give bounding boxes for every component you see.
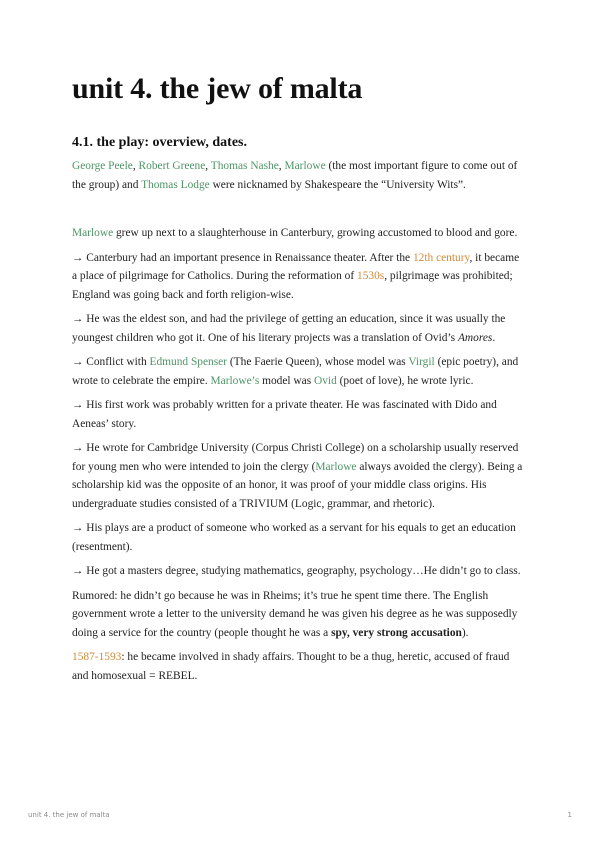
paragraph-university-wits: George Peele, Robert Greene, Thomas Nashe, Marlowe (the most important figure to come out of the group) and Thomas Lodge were nicknamed by Shakespeare the “University Wits”. xyxy=(72,160,518,191)
date-12th-century: 12th century xyxy=(412,251,470,264)
link-ovid[interactable]: Ovid xyxy=(313,374,337,387)
link-thomas-lodge[interactable]: Thomas Lodge xyxy=(141,178,210,191)
paragraph-rumored-rheims: Rumored: he didn’t go because he was in Rheims; it’s true he spent time there. The English government wrote a letter to the university demand he was given his degree as he was supposedly doing a service for the country (people thought he was a spy, very strong accusation). xyxy=(72,589,518,639)
footer-doc-title: unit 4. the jew of malta xyxy=(28,811,110,819)
date-1530s: 1530s xyxy=(357,270,385,282)
page-title: unit 4. the jew of malta xyxy=(72,72,363,105)
work-title-amores: Amores xyxy=(457,331,493,344)
paragraph-spenser-conflict: → Conflict with Edmund Spenser (The Faerie Queen), whose model was Virgil (epic poetry), and wrote to celebrate the empire. Marlowe’s model was Ovid (poet of love), he wrote lyric. xyxy=(72,356,519,387)
link-marlowes[interactable]: Marlowe’s xyxy=(210,374,260,387)
link-marlowe[interactable]: Marlowe xyxy=(315,460,357,473)
link-thomas-nashe[interactable]: Thomas Nashe xyxy=(210,160,279,172)
paragraph-canterbury: → Canterbury had an important presence in Renaissance theater. After the 12th century, it became a place of pilgrimage for Catholics. During the reformation of 1530s, pilgrimage was prohibited; England was going back and forth religion-wise. xyxy=(72,251,520,301)
section-heading: 4.1. the play: overview, dates. xyxy=(72,135,247,150)
paragraph-shady-affairs: 1587-1593: he became involved in shady affairs. Thought to be a thug, heretic, accused of fraud and homosexual = REBEL. xyxy=(72,651,510,682)
paragraph-masters-degree: → He got a masters degree, studying mathematics, geography, psychology…He didn’t go to class. xyxy=(72,565,521,577)
link-virgil[interactable]: Virgil xyxy=(408,356,435,368)
bold-spy-accusation: spy, very strong accusation xyxy=(331,626,462,639)
link-robert-greene[interactable]: Robert Greene xyxy=(138,160,206,172)
footer-page-number: 1 xyxy=(567,811,572,819)
link-edmund-spenser[interactable]: Edmund Spenser xyxy=(149,356,228,368)
link-marlowe[interactable]: Marlowe xyxy=(284,160,326,172)
paragraph-plays-product: → His plays are a product of someone who worked as a servant for his equals to get an education (resentment). xyxy=(72,522,516,553)
paragraph-eldest-son: → He was the eldest son, and had the privilege of getting an education, since it was usually the youngest children who got it. One of his literary projects was a translation of Ovid’s Amores. xyxy=(72,313,506,344)
link-marlowe[interactable]: Marlowe xyxy=(72,227,114,239)
paragraph-first-work: → His first work was probably written for a private theater. He was fascinated with Dido and Aeneas’ story. xyxy=(72,399,497,430)
date-1587-1593: 1587-1593 xyxy=(72,651,122,663)
paragraph-slaughterhouse: Marlowe grew up next to a slaughterhouse in Canterbury, growing accustomed to blood and gore. xyxy=(72,227,518,239)
link-george-peele[interactable]: George Peele xyxy=(72,160,133,172)
document-body xyxy=(72,157,526,691)
paragraph-cambridge: → He wrote for Cambridge University (Corpus Christi College) on a scholarship usually reserved for young men who were intended to join the clergy (Marlowe always avoided the clergy). Being a scholarship kid was the opposite of an honor, it was proof of your middle class origins. His undergraduate studies consisted of a TRIVIUM (Logic, grammar, and rhetoric). xyxy=(72,442,523,510)
